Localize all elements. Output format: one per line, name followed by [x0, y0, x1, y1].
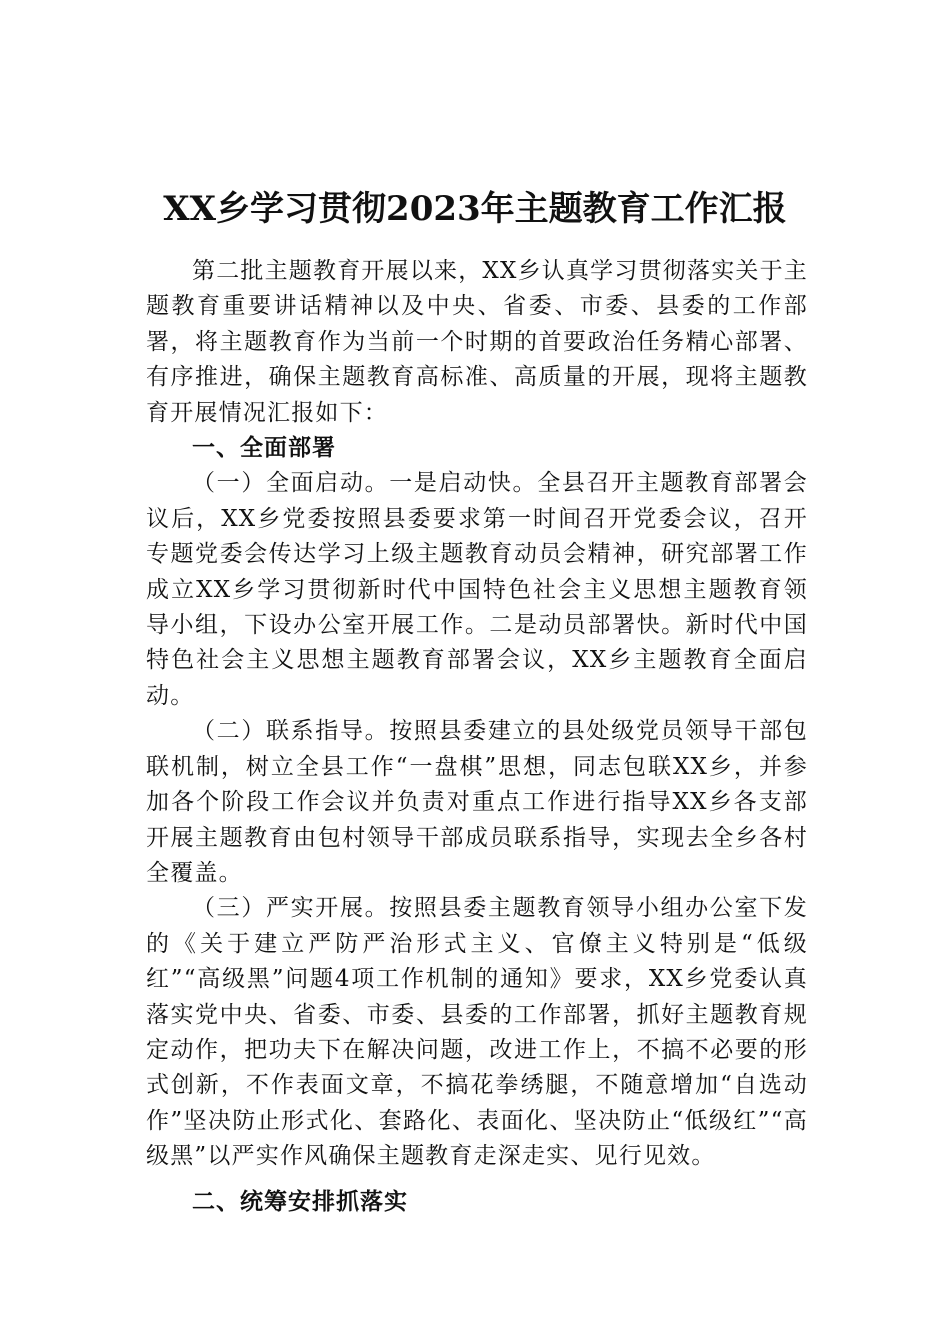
- section-heading-1: 一、全面部署: [192, 435, 336, 462]
- paragraph-strict-implementation: （三）严实开展。按照县委主题教育领导小组办公室下发的《关于建立严防严治形式主义、官僚主义特别是“低级红”“高级黑”问题4项工作机制的通知》要求，XX乡党委认真落实党中央、省委、市委、县委的工作部署，抓好主题教育规定动作，把功夫下在解决问题，改进工作上，不搞不必要的形式创新，不作表面文章，不搞花拳绣腿，不随意增加“自选动作”坚决防止形式化、套路化、表面化、坚决防止“低级红”“高级黑”以严实作风确保主题教育走深走实、见行见效。: [146, 895, 808, 1170]
- paragraph-full-launch: （一）全面启动。一是启动快。全县召开主题教育部署会议后，XX乡党委按照县委要求第一时间召开党委会议，召开专题党委会传达学习上级主题教育动员会精神，研究部署工作成立XX乡学习贯彻新时代中国特色社会主义思想主题教育领导小组，下设办公室开展工作。二是动员部署快。新时代中国特色社会主义思想主题教育部署会议，XX乡主题教育全面启动。: [146, 470, 808, 709]
- document-body: [146, 254, 808, 1220]
- paragraph-liaison-guidance: （二）联系指导。按照县委建立的县处级党员领导干部包联机制，树立全县工作“一盘棋”思想，同志包联XX乡，并参加各个阶段工作会议并负责对重点工作进行指导XX乡各支部开展主题教育由包村领导干部成员联系指导，实现去全乡各村全覆盖。: [146, 718, 808, 886]
- intro-paragraph: 第二批主题教育开展以来，XX乡认真学习贯彻落实关于主题教育重要讲话精神以及中央、省委、市委、县委的工作部署，将主题教育作为当前一个时期的首要政治任务精心部署、有序推进，确保主题教育高标准、高质量的开展，现将主题教育开展情况汇报如下：: [146, 258, 808, 426]
- section-heading-2: 二、统筹安排抓落实: [192, 1188, 408, 1215]
- document-title: XX乡学习贯彻2023年主题教育工作汇报: [163, 188, 787, 229]
